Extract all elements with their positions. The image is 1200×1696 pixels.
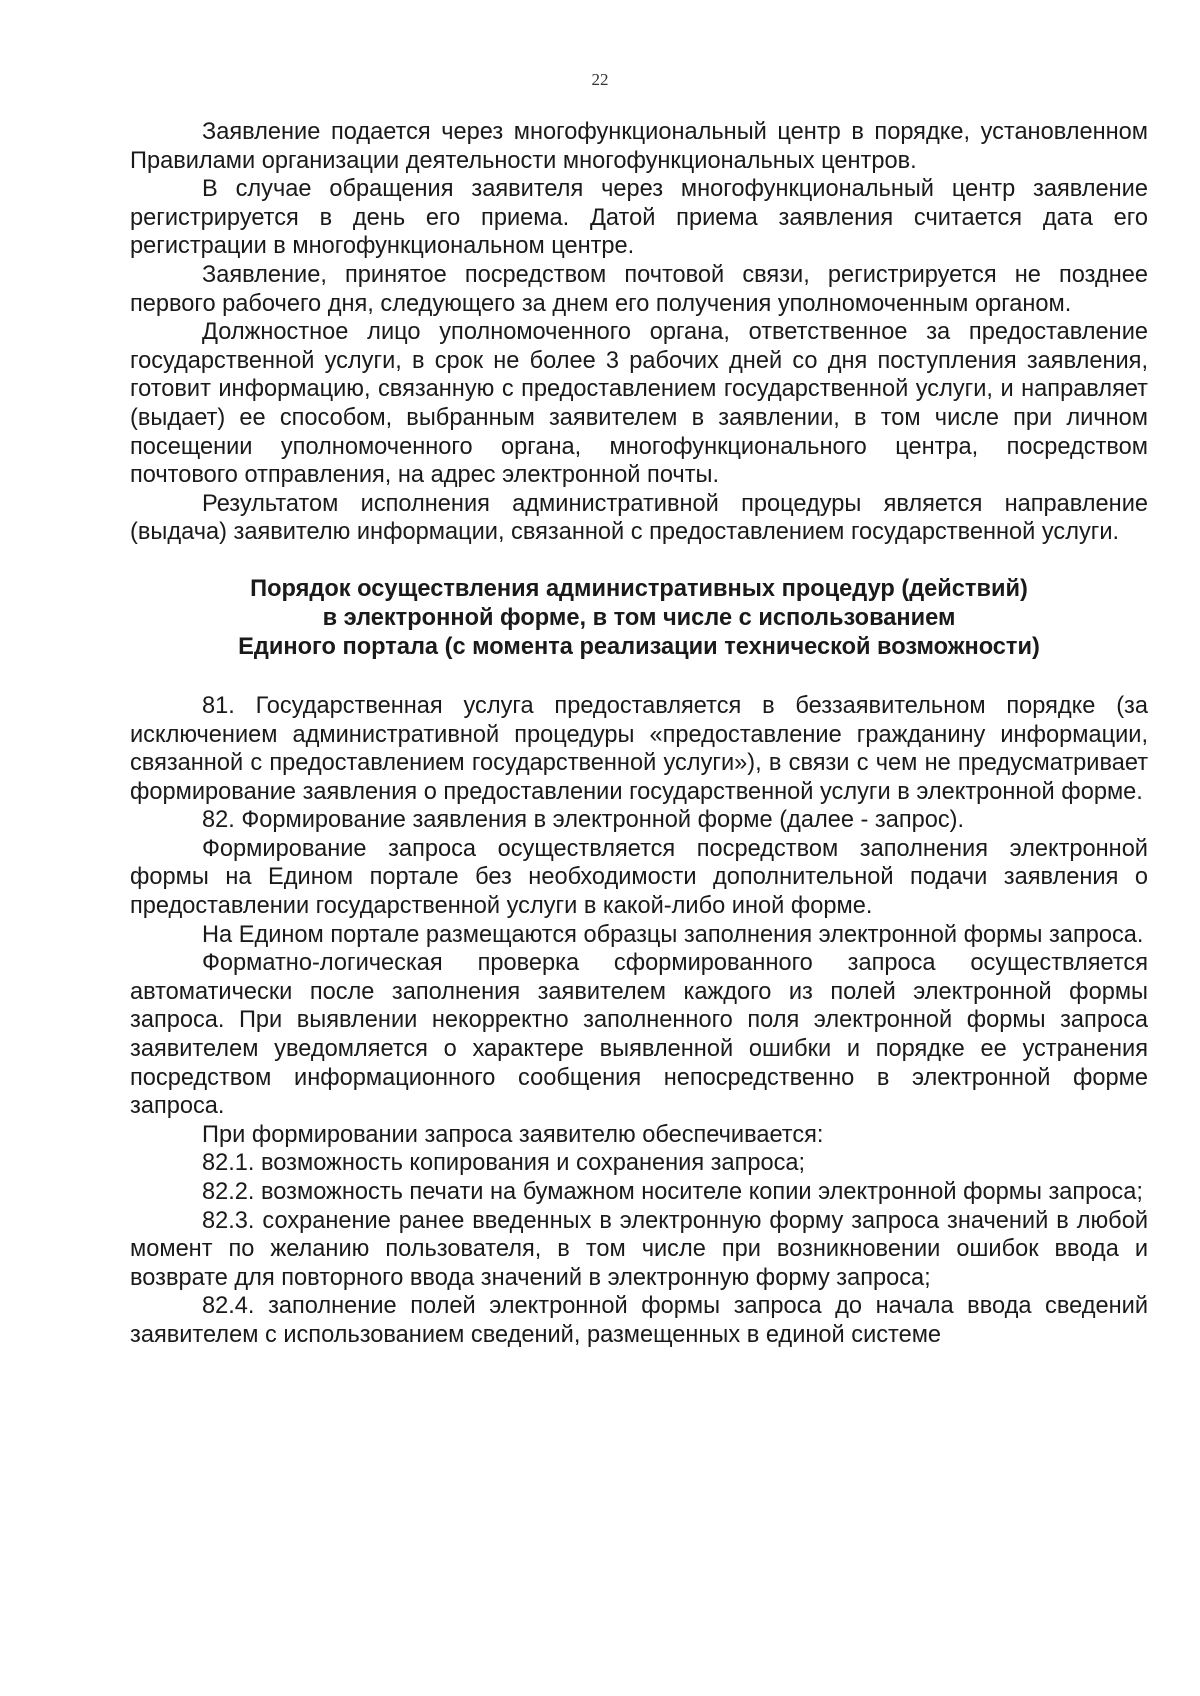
paragraph: Форматно-логическая проверка сформированного запроса осуществляется автоматически после заполнения заявителем каждого из полей электронной формы запроса. При выявлении некорректно заполненного поля электронной формы запроса заявителем уведомляется о характере выявленной ошибки и порядке ее устранения посредством информационного сообщения непосредственно в электронной форме запроса. xyxy=(130,950,1148,1120)
section-heading-line: Порядок осуществления административных процедур (действий) xyxy=(250,575,1028,602)
paragraph: Формирование запроса осуществляется посредством заполнения электронной формы на Едином портале без необходимости дополнительной подачи заявления о предоставлении государственной услуги в какой-либо иной форме. xyxy=(130,835,1148,920)
paragraph: 82. Формирование заявления в электронной форме (далее - запрос). xyxy=(202,807,965,834)
paragraph: При формировании запроса заявителю обеспечивается: xyxy=(202,1121,824,1148)
paragraph: 82.2. возможность печати на бумажном носителе копии электронной формы запроса; xyxy=(202,1179,1143,1205)
document-body xyxy=(130,118,1148,1350)
section-heading-line: Единого портала (с момента реализации технической возможности) xyxy=(238,633,1040,660)
paragraph: Заявление, принятое посредством почтовой связи, регистрируется не позднее первого рабочего дня, следующего за днем его получения уполномоченным органом. xyxy=(130,261,1148,317)
section-heading xyxy=(130,575,1148,662)
paragraph: 82.1. возможность копирования и сохранения запроса; xyxy=(202,1150,806,1177)
paragraph: 82.3. сохранение ранее введенных в электронную форму запроса значений в любой момент по желанию пользователя, в том числе при возникновении ошибок ввода и возврате для повторного ввода значений в электронную форму запроса; xyxy=(130,1207,1148,1291)
paragraph: Результатом исполнения административной процедуры является направление (выдача) заявителю информации, связанной с предоставлением государственной услуги. xyxy=(130,490,1148,546)
paragraph: 81. Государственная услуга предоставляется в беззаявительном порядке (за исключением административной процедуры «предоставление гражданину информации, связанной с предоставлением государственной услуги»), в связи с чем не предусматривает формирование заявления о предоставлении государственной услуги в электронной форме. xyxy=(130,692,1148,805)
paragraph: В случае обращения заявителя через многофункциональный центр заявление регистрируется в день его приема. Датой приема заявления считается дата его регистрации в многофункциональном центре. xyxy=(130,176,1148,260)
page-number: 22 xyxy=(591,70,609,89)
paragraph: 82.4. заполнение полей электронной формы запроса до начала ввода сведений заявителем с использованием сведений, размещенных в единой системе xyxy=(130,1293,1148,1348)
paragraph: Должностное лицо уполномоченного органа, ответственное за предоставление государственной услуги, в срок не более 3 рабочих дней со дня поступления заявления, готовит информацию, связанную с предоставлением государственной услуги, и направляет (выдает) ее способом, выбранным заявителем в заявлении, в том числе при личном посещении уполномоченного органа, многофункционального центра, посредством почтового отправления, на адрес электронной почты. xyxy=(130,319,1148,489)
paragraph: На Едином портале размещаются образцы заполнения электронной формы запроса. xyxy=(202,921,1144,948)
section-heading-line: в электронной форме, в том числе с использованием xyxy=(322,604,956,631)
paragraph: Заявление подается через многофункциональный центр в порядке, установленном Правилами организации деятельности многофункциональных центров. xyxy=(130,119,1148,174)
